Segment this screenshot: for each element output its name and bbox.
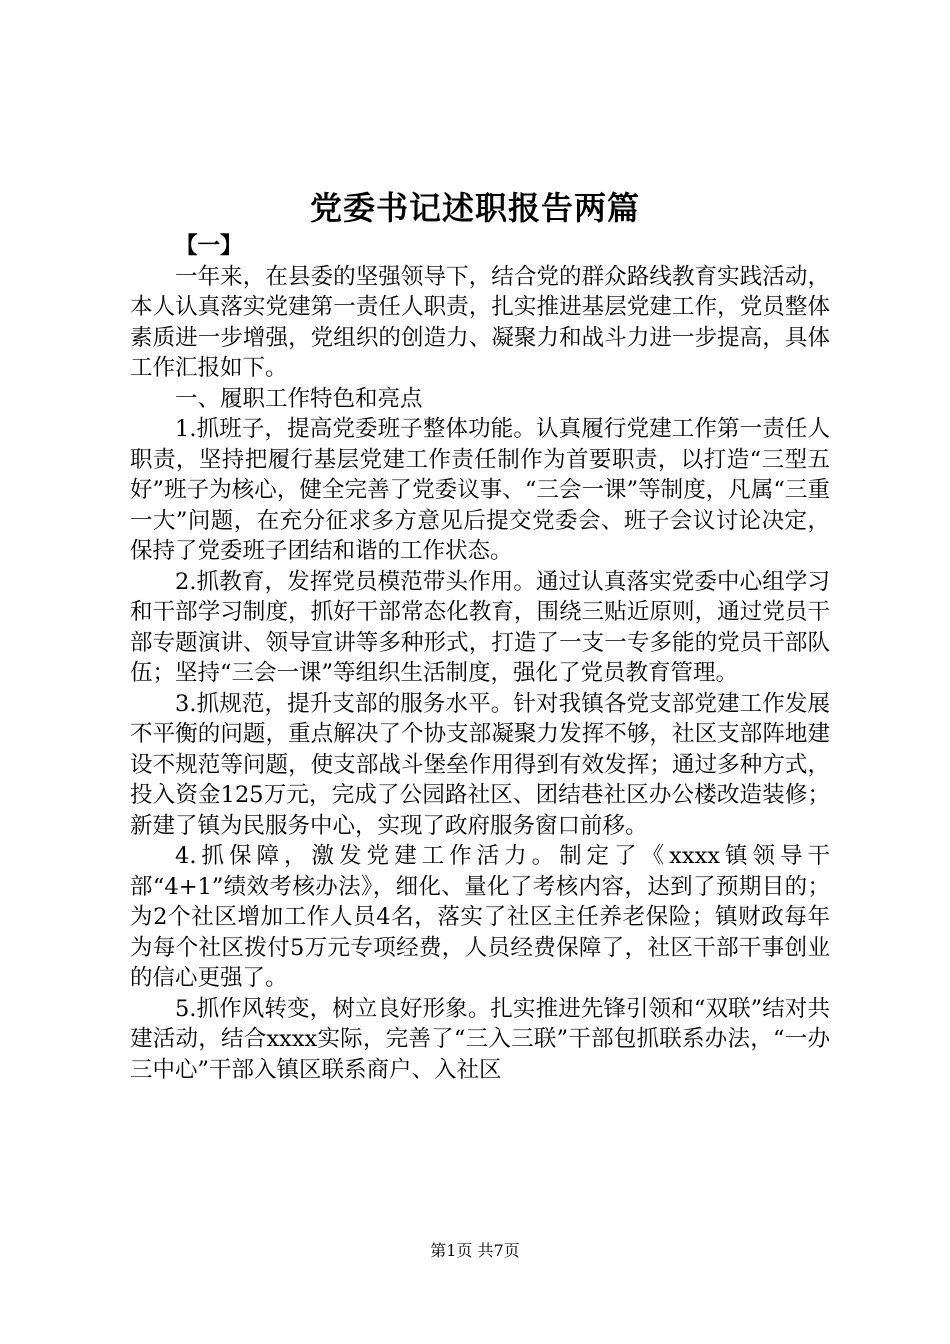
section-marker: 【一】	[175, 233, 243, 259]
paragraph-item-4: 4.抓保障，激发党建工作活力。制定了《xxxx镇领导干部“4+1”绩效考核办法》，细化、量化了考核内容，达到了预期目的；为2个社区增加工作人员4名，落实了社区主任养老保险；镇财政每年为每个社区拨付5万元专项经费，人员经费保障了，社区干部干事创业的信心更强了。	[130, 843, 830, 991]
intro-paragraph: 一年来，在县委的坚强领导下，结合党的群众路线教育实践活动，本人认真落实党建第一责任人职责，扎实推进基层党建工作，党员整体素质进一步增强，党组织的创造力、凝聚力和战斗力进一步提高，具体工作汇报如下。	[130, 263, 830, 381]
paragraph-item-3: 3.抓规范，提升支部的服务水平。针对我镇各党支部党建工作发展不平衡的问题，重点解决了个协支部凝聚力发挥不够，社区支部阵地建设不规范等问题，使支部战斗堡垒作用得到有效发挥；通过多种方式，投入资金125万元，完成了公园路社区、团结巷社区办公楼改造装修；新建了镇为民服务中心，实现了政府服务窗口前移。	[130, 690, 830, 839]
paragraph-item-1: 1.抓班子，提高党委班子整体功能。认真履行党建工作第一责任人职责，坚持把履行基层党建工作责任制作为首要职责，以打造“三型五好”班子为核心，健全完善了党委议事、“三会一课”等制度，凡属“三重一大”问题，在充分征求多方意见后提交党委会、班子会议讨论决定，保持了党委班子团结和谐的工作状态。	[130, 416, 830, 564]
page-title: 党委书记述职报告两篇	[309, 189, 640, 227]
paragraph-item-5: 5.抓作风转变，树立良好形象。扎实推进先锋引领和“双联”结对共建活动，结合xxxx实际，完善了“三入三联”干部包抓联系办法，“一办三中心”干部入镇区联系商户、入社区	[130, 995, 830, 1083]
page-number-footer: 第1页 共7页	[430, 1241, 520, 1260]
document-body	[130, 231, 830, 1085]
section-heading: 一、履职工作特色和亮点	[175, 385, 423, 412]
paragraph-item-2: 2.抓教育，发挥党员模范带头作用。通过认真落实党委中心组学习和干部学习制度，抓好干部常态化教育，围绕三贴近原则，通过党员干部专题演讲、领导宣讲等多种形式，打造了一支一专多能的党员干部队伍；坚持“三会一课”等组织生活制度，强化了党员教育管理。	[130, 568, 830, 686]
